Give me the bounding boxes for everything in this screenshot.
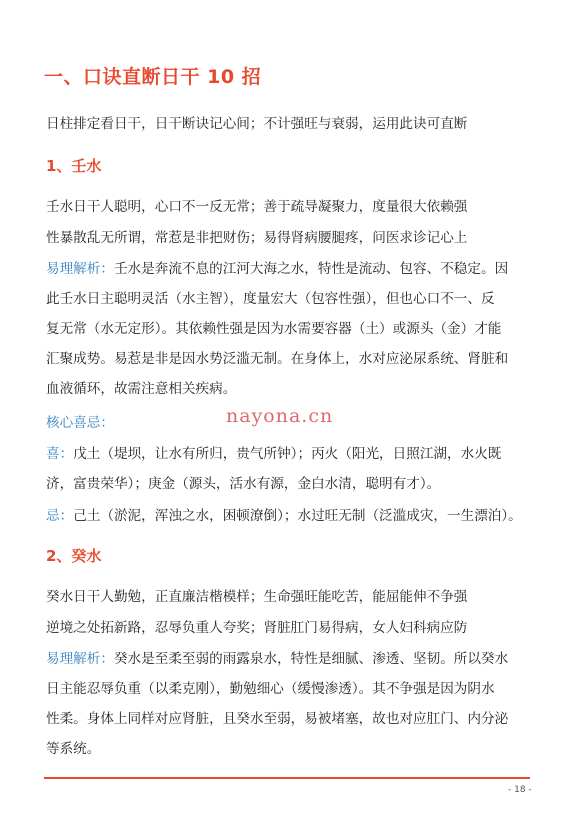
analysis-line: 血液循环，故需注意相关疾病。 [46, 381, 237, 397]
xi-label: 喜： [46, 446, 74, 462]
intro-line: 日柱排定看日干，日干断诀记心间；不计强旺与衰弱，运用此诀可直断 [46, 116, 468, 132]
analysis-line: 汇聚成势。易惹是非是因水势泛滥无制。在身体上，水对应泌尿系统、肾脏和 [46, 351, 509, 367]
analysis-line: 等系统。 [46, 741, 101, 757]
footer-divider [44, 777, 530, 779]
page-heading: 一、口诀直断日干 10 招 [44, 66, 262, 88]
verse-line: 逆境之处拓新路，忍辱负重人夸奖；肾脏肛门易得病，女人妇科病应防 [46, 620, 468, 636]
section-title-renshui: 1、壬水 [46, 157, 102, 175]
analysis-line: 易理解析：癸水是至柔至弱的雨露泉水，特性是细腻、渗透、坚韧。所以癸水 [46, 651, 509, 667]
analysis-line: 此壬水日主聪明灵活（水主智），度量宏大（包容性强），但也心口不一、反 [46, 291, 495, 307]
section-title-guishui: 2、癸水 [46, 547, 102, 565]
xi-line: 喜：戊土（堤坝，让水有所归，贵气所钟）；丙火（阳光，日照江湖，水火既 [46, 446, 502, 462]
analysis-label: 易理解析： [46, 261, 114, 277]
verse-line: 壬水日干人聪明，心口不一反无常；善于疏导凝聚力，度量很大依赖强 [46, 199, 468, 215]
verse-line: 性暴散乱无所谓，常惹是非把财伤；易得肾病腰腿疼，问医求诊记心上 [46, 230, 468, 246]
xi-line: 济，富贵荣华）；庚金（源头，活水有源，金白水清，聪明有才）。 [46, 476, 441, 492]
analysis-label: 易理解析： [46, 651, 114, 667]
analysis-line: 易理解析：壬水是奔流不息的江河大海之水，特性是流动、包容、不稳定。因 [46, 261, 509, 277]
ji-label: 忌： [46, 508, 74, 524]
page-number: - 18 - [508, 785, 532, 795]
analysis-line: 复无常（水无定形）。其依赖性强是因为水需要容器（土）或源头（金）才能 [46, 321, 502, 337]
analysis-line: 日主能忍辱负重（以柔克刚），勤勉细心（缓慢渗透）。其不争强是因为阴水 [46, 681, 495, 697]
analysis-line: 性柔。身体上同样对应肾脏，且癸水至弱，易被堵塞，故也对应肛门、内分泌 [46, 711, 509, 727]
ji-line: 忌：己土（淤泥，浑浊之水，困顿潦倒）；水过旺无制（泛滥成灾，一生漂泊）。 [46, 508, 522, 524]
core-label: 核心喜忌： [46, 415, 114, 431]
verse-line: 癸水日干人勤勉，正直廉洁楷模样；生命强旺能吃苦，能屈能伸不争强 [46, 589, 468, 605]
watermark: nayona.cn [226, 405, 334, 427]
